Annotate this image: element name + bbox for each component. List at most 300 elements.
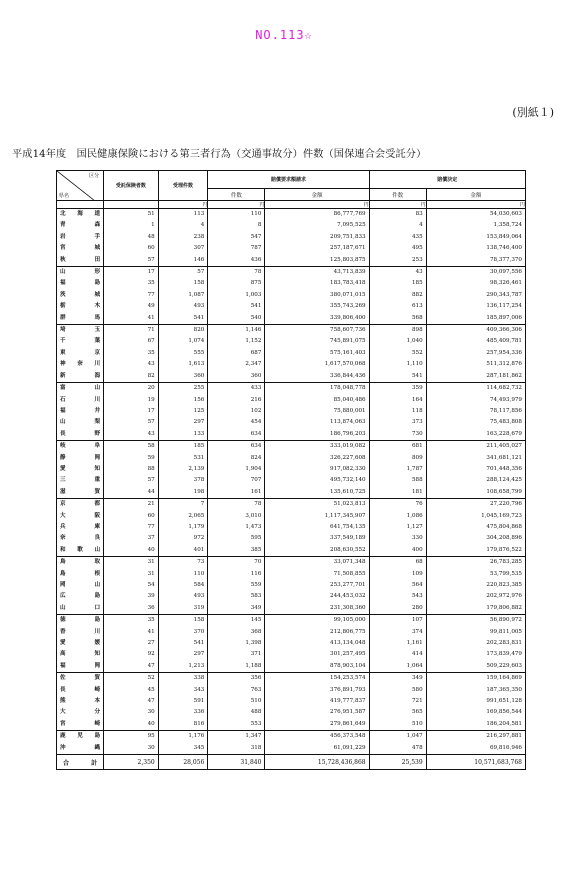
insurers-value: 17 (147, 269, 155, 276)
claim-amount-value: 253,277,701 (330, 582, 366, 588)
prefecture-name: 秋田 (60, 256, 101, 263)
claim-count-value: 541 (250, 303, 262, 310)
header-region-pref (57, 171, 104, 201)
claim-count-value: 763 (250, 686, 262, 693)
insurers-value: 31 (147, 570, 155, 577)
claim-count-value: 318 (250, 744, 262, 751)
claim-amount-value: 178,048,778 (330, 385, 366, 392)
decision-count-value: 613 (412, 303, 423, 310)
total-received: 28,056 (158, 755, 208, 770)
table-cell (208, 441, 265, 499)
header-decision-count: 件数 (369, 189, 426, 201)
unit-cell (426, 201, 525, 209)
table-cell (426, 557, 525, 615)
decision-amount-value: 56,890,972 (489, 617, 522, 624)
unit-cell (104, 201, 159, 209)
decision-count-value: 898 (412, 327, 423, 334)
decision-amount-value: 475,804,868 (486, 523, 522, 530)
insurers-value: 57 (147, 419, 155, 426)
decision-count-value: 1,040 (406, 338, 423, 345)
insurers-value: 1 (151, 222, 155, 229)
header-decision-group: 賠償決定 (369, 171, 525, 189)
table-row-group (57, 441, 526, 499)
received-value: 7 (200, 501, 205, 508)
table-cell (158, 731, 208, 755)
decision-amount-value: 485,409,781 (486, 338, 522, 345)
claim-amount-value: 75,880,001 (333, 407, 366, 414)
claim-amount-value: 376,891,793 (330, 686, 366, 693)
received-value: 820 (193, 327, 205, 334)
claim-count-value: 510 (250, 698, 262, 705)
decision-amount-value: 138,746,400 (486, 245, 522, 252)
received-value: 57 (197, 269, 205, 276)
received-value: 343 (193, 686, 205, 693)
prefecture-name: 佐賀 (60, 675, 101, 682)
decision-amount-value: 341,681,121 (486, 454, 522, 461)
prefecture-name: 和歌山 (60, 546, 101, 553)
decision-amount-value: 108,658,799 (486, 488, 522, 495)
decision-count-value: 730 (412, 430, 423, 437)
table-cell (208, 267, 265, 325)
decision-count-value: 107 (412, 617, 423, 624)
claim-count-value: 78 (254, 501, 262, 508)
table-cell (158, 441, 208, 499)
received-value: 1,179 (188, 523, 205, 530)
decision-amount-value: 27,220,796 (489, 501, 522, 508)
prefecture-name: 鹿児島 (60, 733, 101, 740)
received-value: 125 (193, 407, 205, 414)
received-value: 307 (193, 245, 205, 252)
table-cell (208, 383, 265, 441)
claim-amount-value: 212,806,775 (330, 628, 366, 635)
insurers-value: 51 (147, 211, 155, 217)
table-cell (158, 673, 208, 731)
received-value: 2,065 (188, 512, 205, 519)
table-cell (57, 673, 104, 731)
statistics-table (56, 170, 526, 770)
claim-count-value: 360 (250, 372, 262, 379)
table-cell (426, 209, 525, 267)
insurers-value: 67 (147, 338, 155, 345)
document-title: 平成14年度 国民健康保険における第三者行為（交通事故分）件数（国保連合会受託分） (12, 149, 427, 160)
decision-amount-value: 257,954,336 (486, 349, 522, 356)
decision-count-value: 543 (412, 593, 423, 600)
prefecture-name: 福井 (60, 407, 101, 414)
claim-count-value: 559 (250, 582, 262, 588)
table-cell (104, 209, 159, 267)
received-value: 338 (193, 675, 205, 682)
received-value: 378 (193, 477, 205, 484)
prefecture-name: 茨城 (60, 291, 101, 298)
table-cell (369, 499, 426, 557)
table-cell (104, 267, 159, 325)
prefecture-name: 千葉 (60, 338, 101, 345)
table-cell (369, 441, 426, 499)
claim-count-value: 1,347 (245, 733, 262, 740)
prefecture-name: 群馬 (60, 314, 101, 321)
insurers-value: 19 (147, 396, 155, 403)
table-cell (265, 731, 369, 755)
claim-amount-value: 51,023,813 (333, 501, 366, 508)
received-value: 493 (193, 303, 205, 310)
insurers-value: 77 (147, 291, 155, 298)
claim-amount-value: 575,161,403 (330, 349, 366, 356)
unit-yen: 円 (519, 202, 525, 208)
table-cell (104, 383, 159, 441)
claim-amount-value: 71,508,855 (333, 570, 366, 577)
table-cell (208, 325, 265, 383)
claim-count-value: 540 (250, 314, 262, 321)
decision-amount-value: 1,045,169,723 (481, 512, 522, 519)
table-cell (426, 383, 525, 441)
decision-amount-value: 186,204,581 (486, 720, 522, 727)
table-cell (208, 731, 265, 755)
claim-amount-value: 33,071,348 (333, 559, 366, 566)
table-cell (158, 557, 208, 615)
claim-count-value: 1,398 (245, 640, 262, 647)
prefecture-name: 静岡 (60, 454, 101, 461)
claim-count-value: 824 (250, 454, 262, 461)
table-cell (104, 325, 159, 383)
decision-count-value: 181 (412, 488, 423, 495)
claim-count-value: 8 (257, 222, 262, 229)
insurers-value: 35 (147, 617, 155, 624)
prefecture-name: 福岡 (60, 662, 101, 669)
insurers-value: 41 (147, 314, 155, 321)
prefecture-name: 兵庫 (60, 523, 101, 530)
claim-count-value: 161 (250, 488, 262, 495)
table-cell (208, 209, 265, 267)
insurers-value: 39 (147, 593, 155, 600)
prefecture-name: 岡山 (60, 582, 101, 588)
claim-count-value: 78 (254, 269, 262, 276)
decision-count-value: 568 (412, 314, 423, 321)
decision-count-value: 809 (412, 454, 423, 461)
claim-count-value: 1,003 (245, 291, 262, 298)
received-value: 255 (193, 385, 205, 392)
claim-count-value: 547 (250, 233, 262, 240)
prefecture-name: 山梨 (60, 419, 101, 426)
insurers-value: 60 (147, 512, 155, 519)
header-claim-group: 賠償要求額請求 (208, 171, 369, 189)
decision-count-value: 478 (412, 744, 423, 751)
insurers-value: 59 (147, 454, 155, 461)
table-row-group (57, 383, 526, 441)
decision-count-value: 109 (412, 570, 423, 577)
table-cell (208, 557, 265, 615)
decision-count-value: 164 (412, 396, 423, 403)
received-value: 541 (193, 640, 205, 647)
prefecture-name: 東京 (60, 349, 101, 356)
decision-count-value: 721 (412, 698, 423, 705)
received-value: 185 (193, 443, 205, 450)
decision-amount-value: 202,972,976 (486, 593, 522, 600)
claim-amount-value: 917,082,330 (330, 465, 366, 472)
prefecture-name: 徳島 (60, 617, 101, 624)
decision-count-value: 400 (412, 546, 423, 553)
claim-count-value: 102 (250, 407, 262, 414)
received-value: 972 (193, 535, 205, 542)
prefecture-name: 埼玉 (60, 327, 101, 334)
decision-amount-value: 179,806,882 (486, 604, 522, 611)
unit-cell (265, 201, 369, 209)
claim-count-value: 356 (250, 675, 262, 682)
decision-amount-value: 288,124,425 (486, 477, 522, 484)
insurers-value: 88 (147, 465, 155, 472)
decision-count-value: 68 (415, 559, 423, 566)
prefecture-name: 新潟 (60, 372, 101, 379)
decision-amount-value: 701,448,356 (486, 465, 522, 472)
decision-amount-value: 179,876,522 (486, 546, 522, 553)
received-value: 146 (193, 256, 205, 263)
claim-count-value: 436 (250, 256, 262, 263)
claim-amount-value: 257,187,671 (330, 245, 366, 252)
decision-amount-value: 78,377,370 (489, 256, 522, 263)
header-kubun: 区分 (89, 173, 100, 179)
table-cell (104, 615, 159, 673)
prefecture-name: 熊本 (60, 698, 101, 705)
header-decision-amount: 金額 (426, 189, 525, 201)
claim-count-value: 454 (250, 419, 262, 426)
decision-count-value: 330 (412, 535, 423, 542)
received-value: 73 (197, 559, 205, 566)
claim-count-value: 385 (250, 546, 262, 553)
claim-amount-value: 86,777,769 (333, 211, 366, 217)
claim-count-value: 70 (254, 559, 262, 566)
prefecture-name: 北海道 (60, 211, 101, 217)
prefecture-name: 愛知 (60, 465, 101, 472)
claim-amount-value: 61,091,229 (333, 744, 366, 751)
claim-count-value: 1,188 (245, 662, 262, 669)
claim-count-value: 1,904 (245, 465, 262, 472)
unit-yen: 円 (420, 202, 426, 208)
prefecture-name: 愛媛 (60, 640, 101, 647)
table-cell (369, 383, 426, 441)
insurers-value: 35 (147, 280, 155, 287)
insurers-value: 71 (147, 327, 155, 334)
prefecture-name: 富山 (60, 385, 101, 392)
decision-amount-value: 98,326,461 (489, 280, 522, 287)
prefecture-name: 広島 (60, 593, 101, 600)
claim-amount-value: 183,783,418 (330, 280, 366, 287)
prefecture-name: 岐阜 (60, 443, 101, 450)
decision-amount-value: 169,856,544 (486, 709, 522, 716)
claim-amount-value: 456,373,548 (330, 733, 366, 740)
claim-amount-value: 301,257,495 (330, 651, 366, 658)
prefecture-name: 滋賀 (60, 488, 101, 495)
table-row-group (57, 557, 526, 615)
insurers-value: 45 (147, 686, 155, 693)
claim-count-value: 1,152 (245, 338, 262, 345)
annex-label: (別紙１) (512, 106, 554, 119)
claim-count-value: 1,146 (245, 327, 262, 334)
table-cell (57, 557, 104, 615)
header-claim-amount: 金額 (265, 189, 369, 201)
page-number: NO.113☆ (255, 28, 313, 42)
total-claim-amount: 15,728,436,868 (265, 755, 369, 770)
table-cell (158, 267, 208, 325)
table-cell (158, 615, 208, 673)
received-value: 238 (193, 233, 205, 240)
received-value: 541 (193, 314, 205, 321)
unit-cell (369, 201, 426, 209)
prefecture-name: 長野 (60, 430, 101, 437)
table-cell (369, 557, 426, 615)
decision-count-value: 564 (412, 582, 423, 588)
insurers-value: 37 (147, 535, 155, 542)
claim-amount-value: 1,617,570,068 (324, 361, 366, 368)
table-row-group (57, 615, 526, 673)
decision-count-value: 374 (412, 628, 423, 635)
received-value: 531 (193, 454, 205, 461)
decision-amount-value: 187,365,350 (486, 686, 522, 693)
decision-amount-value: 216,297,881 (486, 733, 522, 740)
claim-count-value: 707 (250, 477, 262, 484)
received-value: 345 (193, 744, 205, 751)
table-cell (208, 499, 265, 557)
prefecture-name: 沖縄 (60, 744, 101, 751)
decision-amount-value: 1,358,724 (493, 222, 522, 229)
received-value: 360 (193, 372, 205, 379)
table-row-group (57, 267, 526, 325)
table-cell (265, 325, 369, 383)
insurers-value: 40 (147, 720, 155, 727)
table-cell (57, 615, 104, 673)
claim-count-value: 687 (250, 349, 262, 356)
insurers-value: 49 (147, 303, 155, 310)
decision-count-value: 76 (415, 501, 423, 508)
decision-amount-value: 54,030,603 (489, 211, 522, 217)
claim-amount-value: 413,134,048 (330, 640, 366, 647)
table-cell (158, 383, 208, 441)
insurers-value: 47 (147, 698, 155, 705)
received-value: 591 (193, 698, 205, 705)
received-value: 4 (200, 222, 205, 229)
decision-count-value: 1,110 (406, 361, 423, 368)
claim-count-value: 368 (250, 628, 262, 635)
received-value: 555 (193, 349, 205, 356)
decision-amount-value: 30,097,556 (489, 269, 522, 276)
insurers-value: 20 (147, 385, 155, 392)
unit-yen: 円 (202, 202, 208, 208)
decision-count-value: 882 (412, 291, 423, 298)
insurers-value: 21 (147, 501, 155, 508)
insurers-value: 54 (147, 582, 155, 588)
claim-amount-value: 244,453,032 (330, 593, 366, 600)
decision-count-value: 510 (412, 720, 423, 727)
received-value: 401 (193, 546, 205, 553)
table-cell (104, 673, 159, 731)
claim-amount-value: 85,040,486 (333, 396, 366, 403)
insurers-value: 57 (147, 256, 155, 263)
claim-count-value: 553 (250, 720, 262, 727)
decision-count-value: 349 (412, 675, 423, 682)
unit-cell (57, 201, 104, 209)
insurers-value: 92 (147, 651, 155, 658)
table-cell (57, 383, 104, 441)
decision-count-value: 565 (412, 709, 423, 716)
insurers-value: 43 (147, 430, 155, 437)
insurers-value: 48 (147, 233, 155, 240)
insurers-value: 95 (147, 733, 155, 740)
claim-count-value: 595 (250, 535, 262, 542)
decision-amount-value: 163,228,679 (486, 430, 522, 437)
table-cell (426, 267, 525, 325)
claim-amount-value: 279,861,649 (330, 720, 366, 727)
claim-amount-value: 878,903,104 (330, 662, 366, 669)
claim-count-value: 433 (250, 385, 262, 392)
insurers-value: 30 (147, 709, 155, 716)
table-cell (265, 557, 369, 615)
decision-amount-value: 409,366,306 (486, 327, 522, 334)
unit-yen: 円 (363, 202, 369, 208)
prefecture-name: 三重 (60, 477, 101, 484)
claim-amount-value: 113,874,063 (330, 419, 366, 426)
prefecture-name: 石川 (60, 396, 101, 403)
table-cell (369, 267, 426, 325)
claim-amount-value: 1,117,345,907 (324, 512, 366, 519)
decision-count-value: 185 (412, 280, 423, 287)
decision-amount-value: 136,117,254 (486, 303, 522, 310)
total-label: 合計 (57, 755, 104, 770)
total-decision-amount: 10,571,683,768 (426, 755, 525, 770)
table-cell (158, 325, 208, 383)
table-cell (369, 731, 426, 755)
received-value: 1,613 (188, 361, 205, 368)
table-cell (369, 673, 426, 731)
decision-amount-value: 211,405,027 (486, 443, 522, 450)
claim-count-value: 216 (250, 396, 262, 403)
decision-count-value: 552 (412, 349, 423, 356)
claim-amount-value: 641,754,135 (330, 523, 366, 530)
claim-amount-value: 7,095,525 (337, 222, 366, 229)
table-cell (265, 499, 369, 557)
insurers-value: 40 (147, 546, 155, 553)
table-cell (265, 615, 369, 673)
prefecture-name: 山形 (60, 269, 101, 276)
decision-amount-value: 304,208,896 (486, 535, 522, 542)
received-value: 584 (193, 582, 205, 588)
prefecture-name: 奈良 (60, 535, 101, 542)
unit-yen: 円 (259, 202, 265, 208)
prefecture-name: 京都 (60, 501, 101, 508)
decision-amount-value: 69,816,946 (489, 744, 522, 751)
claim-amount-value: 99,105,000 (333, 617, 366, 624)
decision-amount-value: 78,117,856 (489, 407, 522, 414)
insurers-value: 44 (147, 488, 155, 495)
decision-count-value: 1,127 (406, 523, 423, 530)
decision-count-value: 495 (412, 245, 423, 252)
decision-count-value: 4 (419, 222, 423, 229)
decision-amount-value: 26,783,285 (489, 559, 522, 566)
claim-count-value: 634 (250, 430, 262, 437)
table-row-group (57, 209, 526, 267)
claim-amount-value: 154,253,574 (330, 675, 366, 682)
decision-count-value: 43 (415, 269, 423, 276)
claim-count-value: 116 (250, 570, 262, 577)
table-cell (57, 325, 104, 383)
received-value: 158 (193, 617, 205, 624)
table-cell (158, 209, 208, 267)
decision-count-value: 580 (412, 686, 423, 693)
received-value: 110 (193, 570, 205, 577)
unit-cell (208, 201, 265, 209)
prefecture-name: 岩手 (60, 233, 101, 240)
insurers-value: 31 (147, 559, 155, 566)
claim-amount-value: 745,891,075 (330, 338, 366, 345)
prefecture-name: 香川 (60, 628, 101, 635)
decision-amount-value: 173,839,479 (486, 651, 522, 658)
